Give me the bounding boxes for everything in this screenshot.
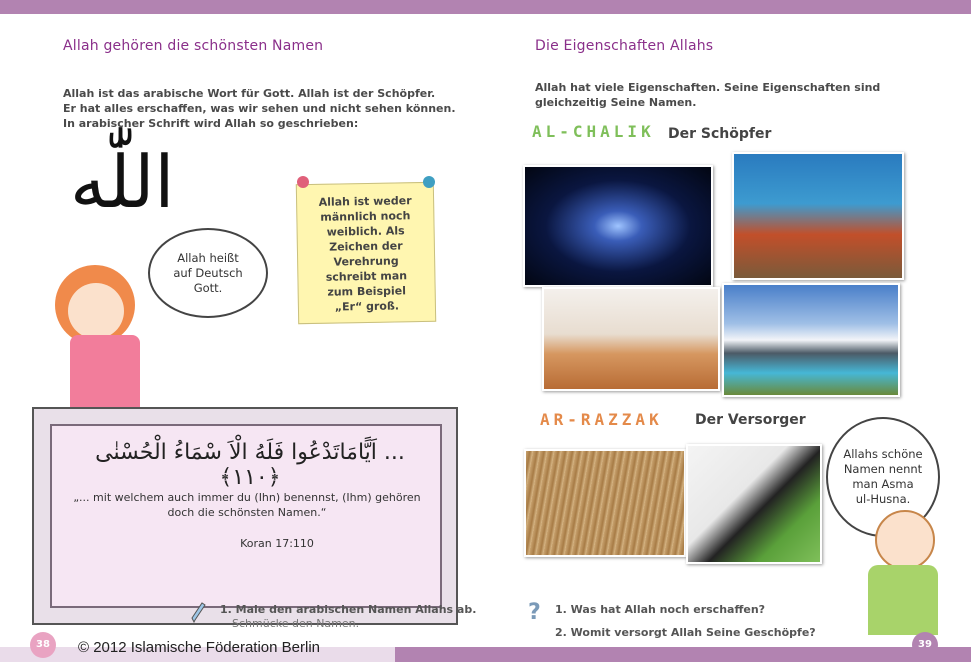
right-intro bbox=[535, 80, 880, 110]
galaxy-photo bbox=[523, 165, 713, 287]
name-meaning-versorger: Der Versorger bbox=[695, 412, 806, 428]
wheat-field-photo bbox=[524, 449, 686, 557]
sticky-note bbox=[296, 182, 436, 324]
girl-body bbox=[70, 335, 140, 410]
name-letters-al-chalik: AL-CHALIK bbox=[532, 122, 655, 141]
left-intro-line: Er hat alles erschaffen, was wir sehen und nicht sehen können. bbox=[63, 102, 456, 115]
note-line: weiblich. Als bbox=[326, 224, 405, 239]
bubble-line: Allah heißt bbox=[177, 250, 239, 265]
boy-body bbox=[868, 565, 938, 635]
pin-icon bbox=[297, 176, 309, 188]
left-intro-line: In arabischer Schrift wird Allah so geschrieben: bbox=[63, 117, 359, 130]
left-task-1: 1. Male den arabischen Namen Allahs ab. bbox=[220, 603, 477, 616]
page-number-left: 38 bbox=[30, 632, 56, 658]
note-line: „Er“ groß. bbox=[334, 299, 400, 314]
mountain-lake-photo bbox=[722, 283, 900, 397]
left-intro bbox=[63, 86, 456, 131]
girl-face bbox=[68, 283, 124, 339]
bubble-line: Gott. bbox=[193, 280, 223, 295]
copyright-notice: © 2012 Islamische Föderation Berlin bbox=[78, 639, 321, 656]
note-line: Allah ist weder bbox=[318, 194, 412, 209]
left-intro-line: Allah ist das arabische Wort für Gott. Allah ist der Schöpfer. bbox=[63, 87, 436, 100]
name-letters-ar-razzak: AR-RAZZAK bbox=[540, 410, 663, 429]
left-page-title: Allah gehören die schönsten Namen bbox=[63, 38, 324, 54]
note-line: zum Beispiel bbox=[327, 284, 407, 299]
bubble-line: auf Deutsch bbox=[173, 265, 243, 280]
bubble-line: Allahs schöne bbox=[843, 447, 923, 461]
quran-translation bbox=[62, 490, 432, 520]
bubble-line: ul-Husna. bbox=[855, 492, 911, 506]
page-number-right: 39 bbox=[912, 632, 938, 658]
quran-reference: Koran 17:110 bbox=[240, 537, 314, 550]
name-meaning-schoepfer: Der Schöpfer bbox=[668, 126, 772, 142]
arabic-allah-calligraphy: اللّٰه bbox=[70, 140, 175, 224]
bubble-line: man Asma bbox=[852, 477, 914, 491]
left-task-1-sub: Schmücke den Namen. bbox=[232, 617, 360, 630]
footer-bar-right bbox=[395, 647, 971, 662]
top-color-bar bbox=[0, 0, 971, 14]
coral-reef-photo bbox=[732, 152, 904, 280]
quran-arabic-verse: ... اَيًّامَاتَدْعُوا فَلَهُ الْاَ سْمَاءُ الْحُسْنٰى ﴿١١٠﴾ bbox=[95, 440, 405, 490]
pencil-icon bbox=[190, 600, 208, 624]
translation-line: „... mit welchem auch immer du (Ihn) benennst, (Ihm) gehören bbox=[73, 491, 421, 504]
right-question-1: 1. Was hat Allah noch erschaffen? bbox=[555, 603, 766, 616]
right-page-title: Die Eigenschaften Allahs bbox=[535, 38, 714, 54]
note-line: schreibt man bbox=[325, 269, 408, 284]
panda-photo bbox=[686, 444, 822, 564]
boy-face bbox=[875, 510, 935, 570]
pin-icon bbox=[423, 176, 435, 188]
question-mark-icon: ? bbox=[528, 600, 541, 625]
speech-bubble-girl bbox=[148, 228, 268, 318]
note-line: Zeichen der bbox=[329, 239, 403, 254]
note-line: Verehrung bbox=[333, 254, 399, 269]
desert-photo bbox=[542, 287, 720, 391]
right-intro-line: Allah hat viele Eigenschaften. Seine Eigenschaften sind bbox=[535, 81, 881, 94]
bubble-line: Namen nennt bbox=[843, 462, 923, 476]
right-intro-line: gleichzeitig Seine Namen. bbox=[535, 96, 697, 109]
translation-line: doch die schönsten Namen.“ bbox=[167, 506, 327, 519]
note-line: männlich noch bbox=[320, 209, 411, 224]
right-question-2: 2. Womit versorgt Allah Seine Geschöpfe? bbox=[555, 626, 816, 639]
